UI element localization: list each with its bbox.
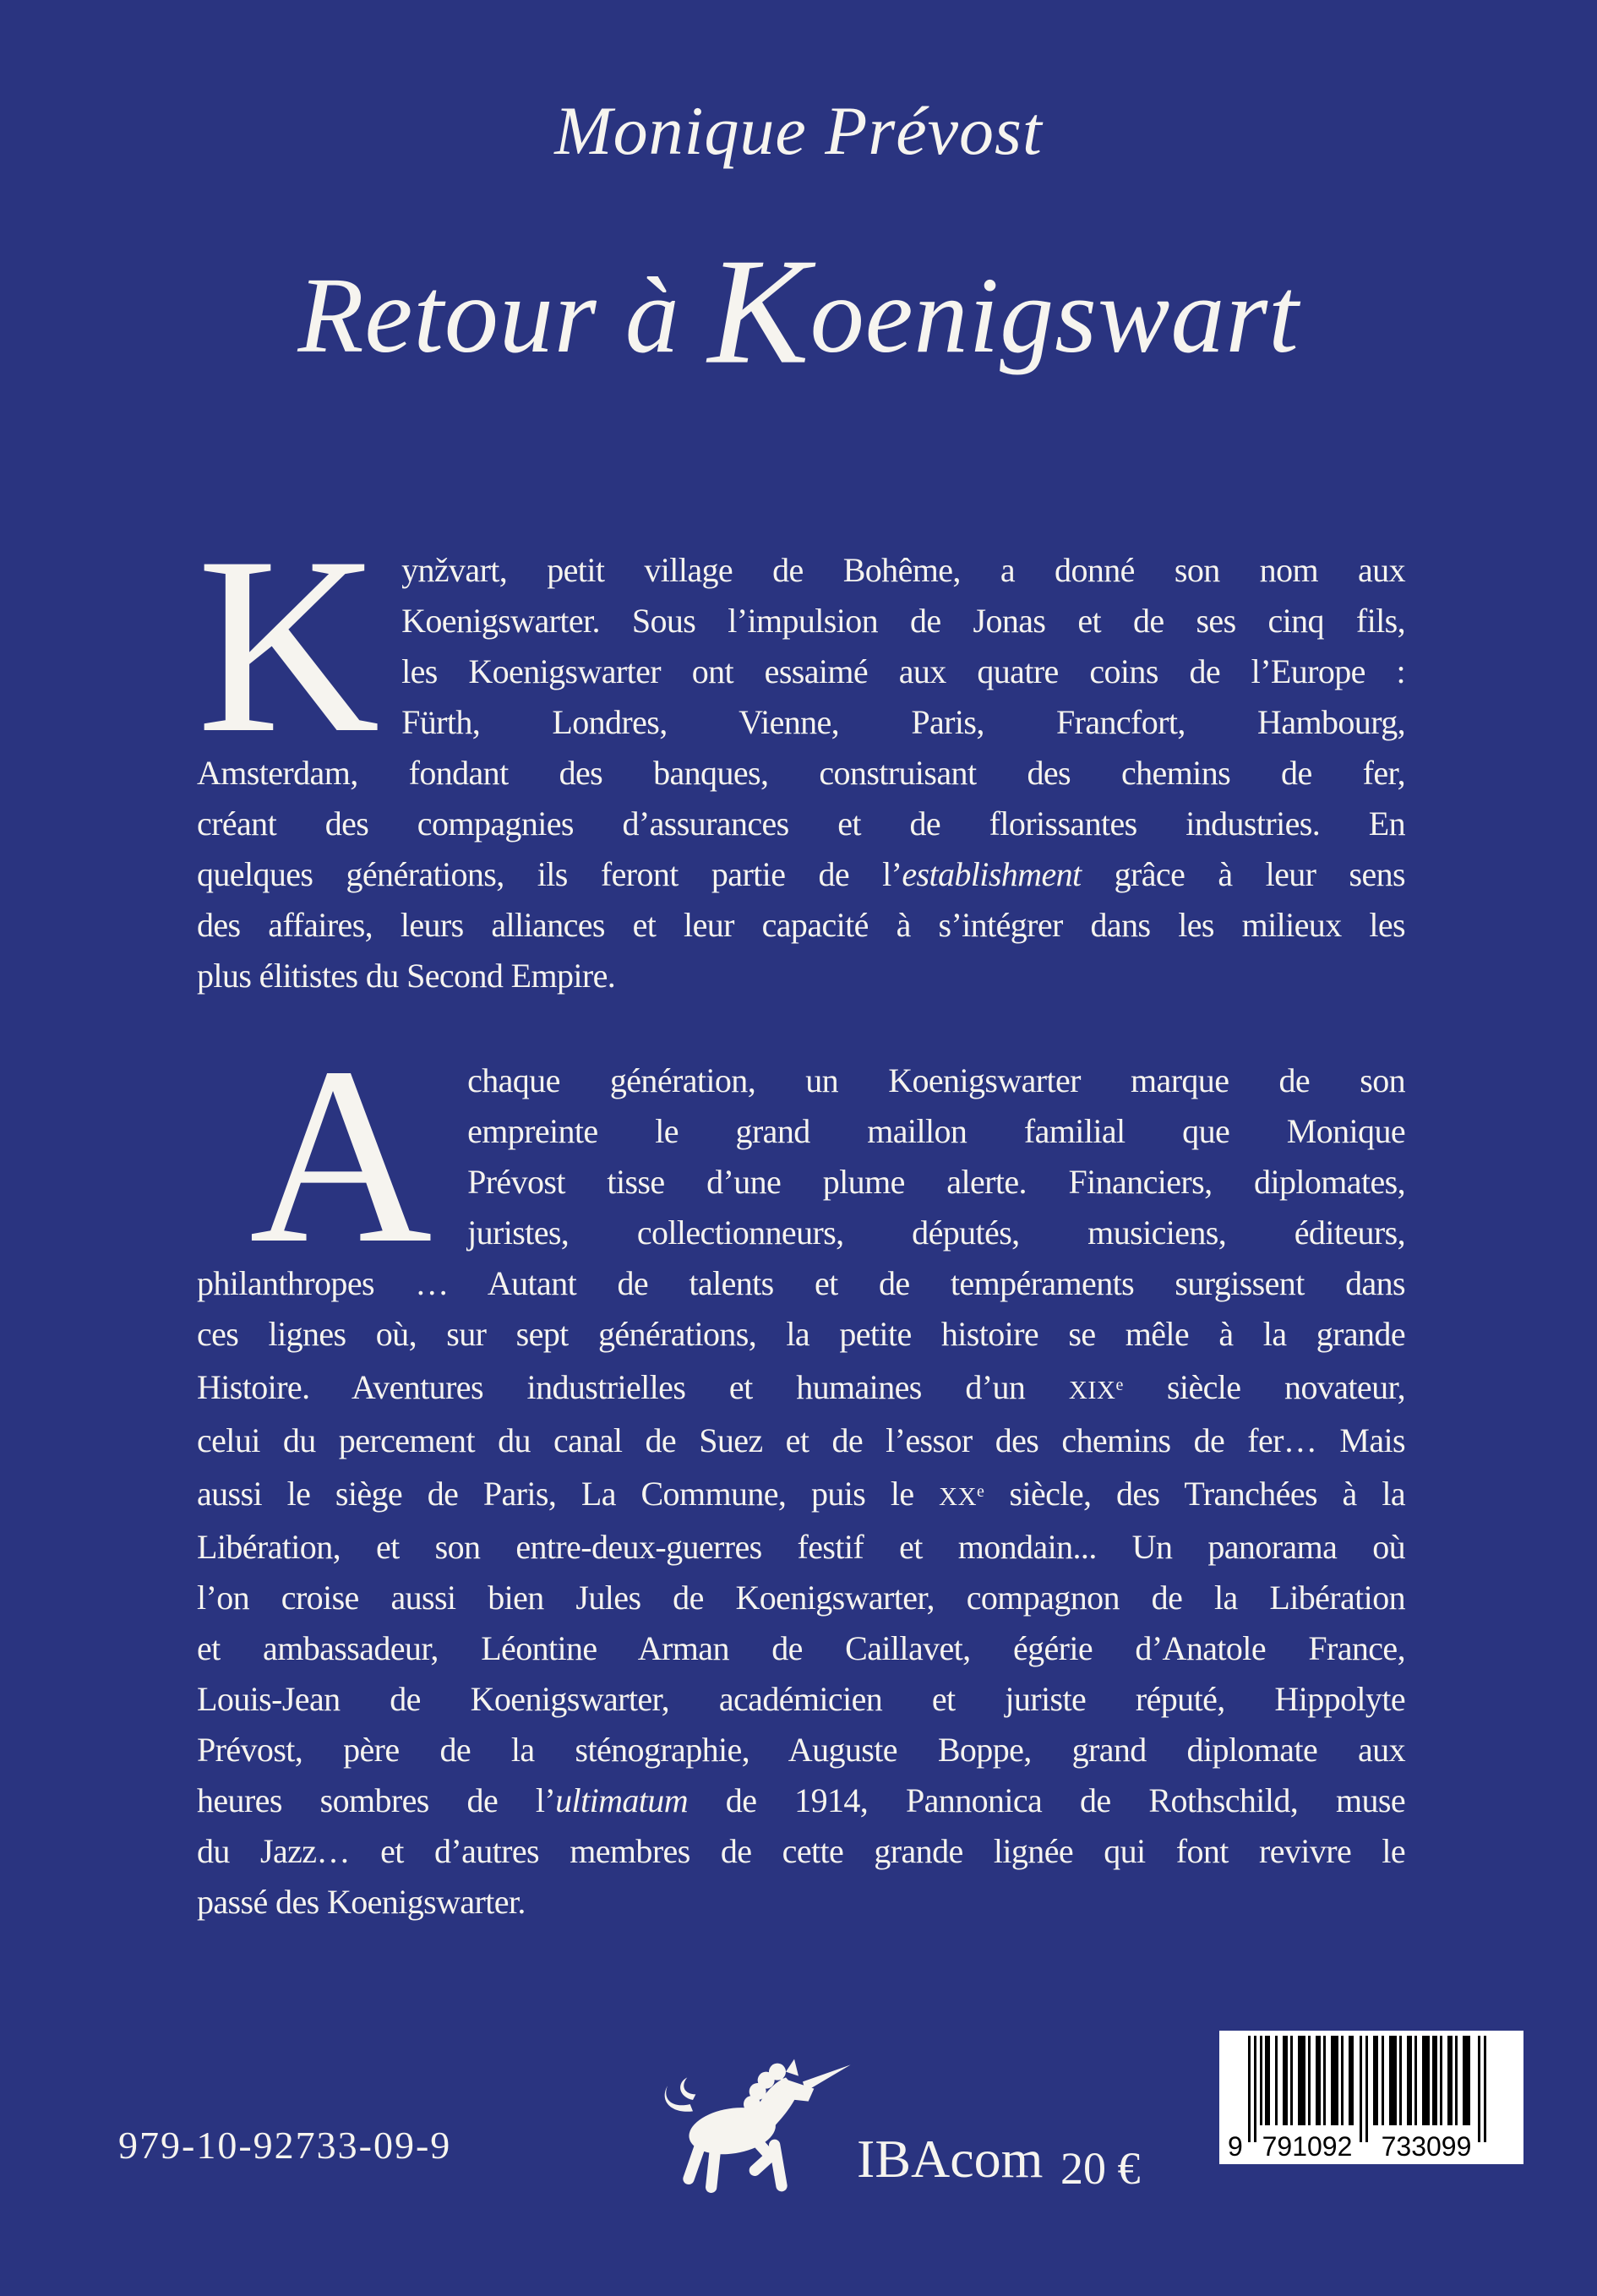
unicorn-icon <box>651 2049 862 2193</box>
line-segment: grâce à leur sens <box>1081 855 1405 893</box>
line-segment: quelques générations, ils feront partie de l’ <box>197 855 902 893</box>
paragraph-line: chaque génération, un Koenigswarter marque de son <box>467 1061 1405 1099</box>
paragraph-line: Louis-Jean de Koenigswarter, académicien et juriste réputé, Hippolyte <box>197 1680 1405 1718</box>
superscript-e: e <box>977 1482 984 1501</box>
paragraph-line: juristes, collectionneurs, députés, musiciens, éditeurs, <box>467 1213 1405 1252</box>
barcode-bars <box>1219 2031 1523 2164</box>
paragraph-line: l’on croise aussi bien Jules de Koenigswarter, compagnon de la Libération <box>197 1579 1405 1617</box>
barcode-digit-group: 733099 <box>1381 2131 1472 2162</box>
paragraph-line: plus élitistes du Second Empire. <box>197 957 616 995</box>
book-title <box>0 226 1597 395</box>
italic-term: establishment <box>902 855 1082 893</box>
paragraph-line: Prévost, père de la sténographie, Auguste Boppe, grand diplomate aux <box>197 1731 1405 1769</box>
price-text: 20 € <box>1060 2143 1141 2194</box>
superscript-e: e <box>1115 1376 1124 1394</box>
line-segment: siècle, des Tranchées à la <box>984 1475 1405 1513</box>
synopsis <box>197 504 1405 1928</box>
paragraph-1 <box>197 504 1405 1001</box>
paragraph-line: ynžvart, petit village de Bohême, a donné son nom aux <box>401 551 1405 589</box>
paragraph-line: Libération, et son entre-deux-guerres festif et mondain... Un panorama où <box>197 1528 1405 1566</box>
barcode-digit-group: 791092 <box>1262 2131 1353 2162</box>
paragraph-line <box>197 1775 1405 1826</box>
paragraph-line: Amsterdam, fondant des banques, construisant des chemins de fer, <box>197 754 1405 792</box>
paragraph-line: créant des compagnies d’assurances et de florissantes industries. En <box>197 804 1405 843</box>
italic-term: ultimatum <box>555 1781 688 1819</box>
line-segment: aussi le siège de Paris, La Commune, puis le <box>197 1475 940 1513</box>
paragraph-line: Fürth, Londres, Vienne, Paris, Francfort, Hambourg, <box>401 703 1405 741</box>
line-segment: heures sombres de l’ <box>197 1781 556 1819</box>
paragraph-line: celui du percement du canal de Suez et de l’essor des chemins de fer… Mais <box>197 1421 1405 1459</box>
paragraph-2 <box>197 1015 1405 1928</box>
paragraph-line: des affaires, leurs alliances et leur capacité à s’intégrer dans les milieux les <box>197 906 1405 944</box>
paragraph-line: Koenigswarter. Sous l’impulsion de Jonas et de ses cinq fils, <box>401 602 1405 640</box>
paragraph-line <box>197 849 1405 900</box>
paragraph-line: les Koenigswarter ont essaimé aux quatre coins de l’Europe : <box>401 652 1405 690</box>
isbn-text: 979-10-92733-09-9 <box>118 2124 452 2167</box>
publisher-logo <box>651 2049 1043 2193</box>
paragraph-line <box>197 1360 1405 1415</box>
barcode-digit-group: 9 <box>1228 2131 1243 2162</box>
paragraph-line: et ambassadeur, Léontine Arman de Caillavet, égérie d’Anatole France, <box>197 1629 1405 1667</box>
drop-cap-a: A <box>249 1015 433 1295</box>
paragraph-line: passé des Koenigswarter. <box>197 1883 526 1921</box>
paragraph-line: ces lignes où, sur sept générations, la petite histoire se mêle à la grande <box>197 1315 1405 1353</box>
book-title-pre: Retour à <box>297 255 708 375</box>
smallcaps-century: XIX <box>1068 1376 1116 1404</box>
book-title-rest: oenigswart <box>809 255 1300 375</box>
line-segment: siècle novateur, <box>1123 1368 1405 1406</box>
smallcaps-century: XX <box>939 1482 978 1511</box>
paragraph-line: philanthropes … Autant de talents et de tempéraments surgissent dans <box>197 1264 1405 1302</box>
publisher-name: IBAcom <box>857 2129 1044 2189</box>
drop-cap-k: K <box>197 504 380 785</box>
line-segment: de 1914, Pannonica de Rothschild, muse <box>687 1781 1405 1819</box>
barcode <box>1219 2031 1523 2164</box>
paragraph-line: du Jazz… et d’autres membres de cette grande lignée qui font revivre le <box>197 1832 1405 1870</box>
paragraph-line: empreinte le grand maillon familial que Monique <box>467 1112 1405 1150</box>
line-segment: Histoire. Aventures industrielles et humaines d’un <box>197 1368 1069 1406</box>
paragraph-line <box>197 1466 1405 1522</box>
author-name: Monique Prévost <box>554 92 1043 169</box>
book-title-initial: K <box>707 226 810 395</box>
paragraph-line: Prévost tisse d’une plume alerte. Financiers, diplomates, <box>467 1163 1405 1201</box>
